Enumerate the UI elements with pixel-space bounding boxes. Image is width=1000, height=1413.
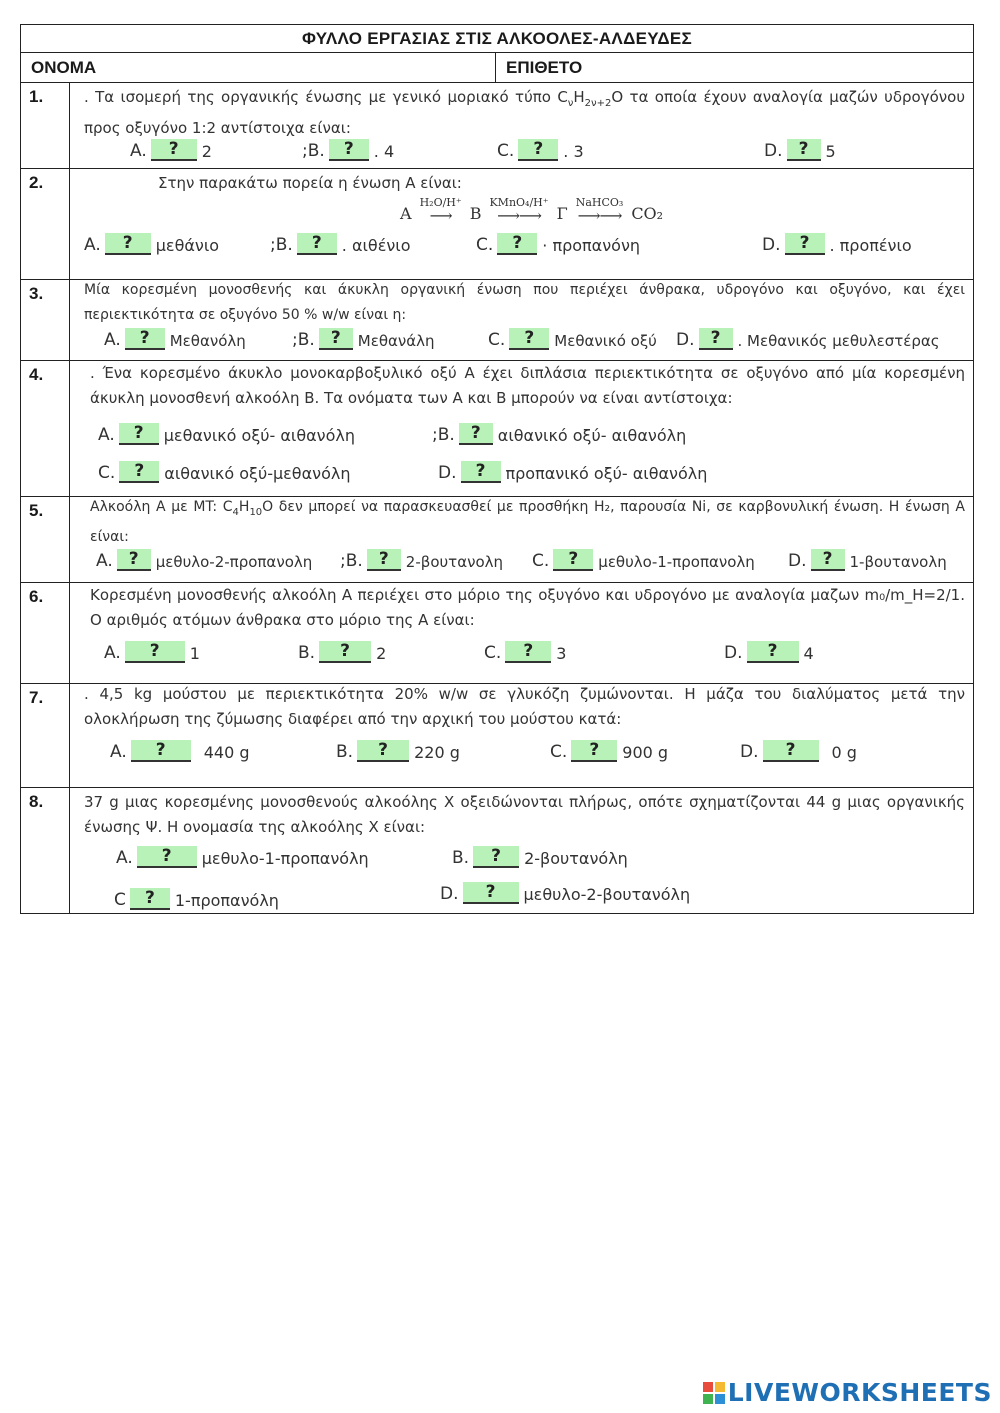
- answer-blank[interactable]: ?: [553, 549, 593, 571]
- name-label: ΟΝΟΜΑ: [21, 53, 496, 82]
- question-number: 2.: [21, 169, 70, 279]
- answer-blank[interactable]: ?: [125, 641, 185, 663]
- answer-blank[interactable]: ?: [105, 233, 151, 255]
- answer-blank[interactable]: ?: [509, 328, 549, 350]
- question-8: [21, 788, 973, 913]
- option-d: D. ? 5: [764, 139, 836, 161]
- answer-blank[interactable]: ?: [297, 233, 337, 255]
- answer-blank[interactable]: ?: [787, 139, 821, 161]
- question-number: 6.: [21, 583, 70, 683]
- option-b: ;B. ? 2-βουτανολη: [340, 549, 504, 571]
- option-c: C. ? . 3: [497, 139, 584, 161]
- question-4: [21, 361, 973, 497]
- option-d: D. ? 1-βουτανολη: [788, 549, 947, 571]
- option-b: ;B. ? Μεθανάλη: [292, 328, 435, 350]
- option-d: D. ? 4: [724, 641, 814, 663]
- logo-text: LIVEWORKSHEETS: [727, 1378, 992, 1407]
- option-a: A. ? 2: [130, 139, 212, 161]
- answer-blank[interactable]: ?: [811, 549, 845, 571]
- logo-square: [715, 1382, 725, 1392]
- question-5: [21, 497, 973, 583]
- option-c: C. ? αιθανικό οξύ-μεθανόλη: [98, 461, 351, 483]
- option-c: C. ? Μεθανικό οξύ: [488, 328, 657, 350]
- arrow-icon: ⟶: [429, 206, 452, 225]
- option-c: C. ? 3: [484, 641, 567, 663]
- reaction-scheme: A H₂O/H⁺ ⟶ B KMnO₄/H⁺ ⟶⟶ Γ NaHCO₃ ⟶⟶ CO₂: [400, 196, 664, 225]
- liveworksheets-logo: [703, 1378, 992, 1407]
- question-number: 4.: [21, 361, 70, 496]
- answer-blank[interactable]: ?: [131, 740, 191, 762]
- option-c: C ? 1-προπανόλη: [114, 888, 279, 910]
- answer-blank[interactable]: ?: [357, 740, 409, 762]
- answer-blank[interactable]: ?: [151, 139, 197, 161]
- question-stem: Κορεσμένη μονοσθενής αλκοόλη A περιέχει στο μόριο της οξυγόνο και υδρογόνο με αναλογία μαζων m₀/m_H=2/1. Ο αριθμός ατόμων άνθρακα στο μόριο της A είναι:: [90, 586, 965, 629]
- answer-blank[interactable]: ?: [497, 233, 537, 255]
- question-number: 8.: [21, 788, 70, 913]
- surname-label: ΕΠΙΘΕΤΟ: [506, 58, 583, 77]
- logo-square: [715, 1394, 725, 1404]
- option-d: D. ? μεθυλο-2-βουτανόλη: [440, 882, 691, 904]
- option-c: C. ? 900 g: [550, 740, 669, 762]
- option-b: B. ? 2-βουτανόλη: [452, 846, 628, 868]
- answer-blank[interactable]: ?: [119, 423, 159, 445]
- logo-square: [703, 1382, 713, 1392]
- question-6: [21, 583, 973, 684]
- option-d: D. ? προπανικό οξύ- αιθανόλη: [438, 461, 708, 483]
- question-3: [21, 280, 973, 361]
- question-stem: Στην παρακάτω πορεία η ένωση A είναι:: [158, 174, 462, 192]
- answer-blank[interactable]: ?: [518, 139, 558, 161]
- question-1: [21, 83, 973, 169]
- question-stem: 37 g μιας κορεσμένης μονοσθενούς αλκοόλης X οξειδώνονται πλήρως, οπότε σχηματίζονται 44 g μιας οργανικής ένωσης Ψ. Η ονομασία της αλκοόλης X είναι:: [84, 793, 965, 836]
- answer-blank[interactable]: ?: [367, 549, 401, 571]
- answer-blank[interactable]: ?: [473, 846, 519, 868]
- worksheet-title: ΦΥΛΛΟ ΕΡΓΑΣΙΑΣ ΣΤΙΣ ΑΛΚΟΟΛΕΣ-ΑΛΔΕΥΔΕΣ: [21, 25, 973, 53]
- question-number: 1.: [21, 83, 70, 168]
- answer-blank[interactable]: ?: [459, 423, 493, 445]
- option-b: ;B. ? αιθανικό οξύ- αιθανόλη: [432, 423, 687, 445]
- option-b: ;B. ? . 4: [302, 139, 395, 161]
- option-c: C. ? · προπανόνη: [476, 233, 641, 255]
- option-a: A. ? 440 g: [110, 740, 250, 762]
- question-2: [21, 169, 973, 280]
- option-a: A. ? μεθάνιο: [84, 233, 220, 255]
- answer-blank[interactable]: ?: [505, 641, 551, 663]
- arrow-icon: ⟶⟶: [497, 206, 541, 225]
- answer-blank[interactable]: ?: [463, 882, 519, 904]
- answer-blank[interactable]: ?: [319, 641, 371, 663]
- question-number: 3.: [21, 280, 70, 360]
- option-b: B. ? 2: [298, 641, 387, 663]
- answer-blank[interactable]: ?: [125, 328, 165, 350]
- logo-square: [703, 1394, 713, 1404]
- option-a: A. ? Μεθανόλη: [104, 328, 246, 350]
- question-stem: Μία κορεσμένη μονοσθενής και άκυκλη οργανική ένωση που περιέχει άνθρακα, υδρογόνο και οξυγόνο, και έχει περιεκτικότητα σε οξυγόνο 50 % w/w είναι η:: [84, 282, 965, 323]
- answer-blank[interactable]: ?: [747, 641, 799, 663]
- option-d: D. ? . προπένιο: [762, 233, 912, 255]
- option-d: D. ? . Μεθανικός μεθυλεστέρας: [676, 328, 940, 350]
- option-d: D. ? 0 g: [740, 740, 857, 762]
- answer-blank[interactable]: ?: [763, 740, 819, 762]
- arrow-icon: ⟶⟶: [577, 206, 622, 225]
- answer-blank[interactable]: ?: [117, 549, 151, 571]
- answer-blank[interactable]: ?: [319, 328, 353, 350]
- question-stem: . 4,5 kg μούστου με περιεκτικότητα 20% w/w σε γλυκόζη ζυμώνονται. Η μάζα του διαλύματος μετά την ολοκλήρωση της ζύμωσης διαφέρει από την αρχική του μούστου κατά:: [84, 685, 965, 728]
- question-7: [21, 684, 973, 788]
- question-number: 5.: [21, 497, 70, 582]
- question-stem: . Ένα κορεσμένο άκυκλο μονοκαρβοξυλικό οξύ A έχει διπλάσια περιεκτικότητα σε οξυγόνο από μία κορεσμένη άκυκλη μονοσθενή αλκοόλη B. Τα ονόματα των A και B μπορούν να είναι αντίστοιχα:: [90, 364, 965, 407]
- answer-blank[interactable]: ?: [130, 888, 170, 910]
- option-b: ;B. ? . αιθένιο: [270, 233, 411, 255]
- option-a: A. ? μεθυλο-1-προπανόλη: [116, 846, 369, 868]
- option-a: A. ? 1: [104, 641, 200, 663]
- answer-blank[interactable]: ?: [785, 233, 825, 255]
- question-stem: Αλκοόλη A με MT: $C_4H_{10}O$ δεν μπορεί να παρασκευασθεί με προσθήκη H₂, παρουσία Ni, σε καρβονυλική ένωση. Η ένωση A είναι:: [90, 499, 966, 545]
- option-a: A. ? μεθυλο-2-προπανολη: [96, 549, 313, 571]
- answer-blank[interactable]: ?: [699, 328, 733, 350]
- answer-blank[interactable]: ?: [119, 461, 159, 483]
- option-c: C. ? μεθυλο-1-προπανολη: [532, 549, 755, 571]
- name-row: [21, 53, 973, 83]
- question-number: 7.: [21, 684, 70, 787]
- question-stem: . Τα ισομερή της οργανικής ένωσης με γενικό μοριακό τύπο $C_\nu H_{2\nu+2}O$ τα οποία έχουν αναλογία μαζών υδρογόνου προς οξυγόνο 1:2 αντίστοιχα είναι:: [84, 88, 965, 137]
- logo-squares-icon: [703, 1382, 725, 1404]
- answer-blank[interactable]: ?: [137, 846, 197, 868]
- worksheet-table: [20, 24, 974, 914]
- answer-blank[interactable]: ?: [571, 740, 617, 762]
- answer-blank[interactable]: ?: [329, 139, 369, 161]
- answer-blank[interactable]: ?: [461, 461, 501, 483]
- option-a: A. ? μεθανικό οξύ- αιθανόλη: [98, 423, 356, 445]
- option-b: B. ? 220 g: [336, 740, 460, 762]
